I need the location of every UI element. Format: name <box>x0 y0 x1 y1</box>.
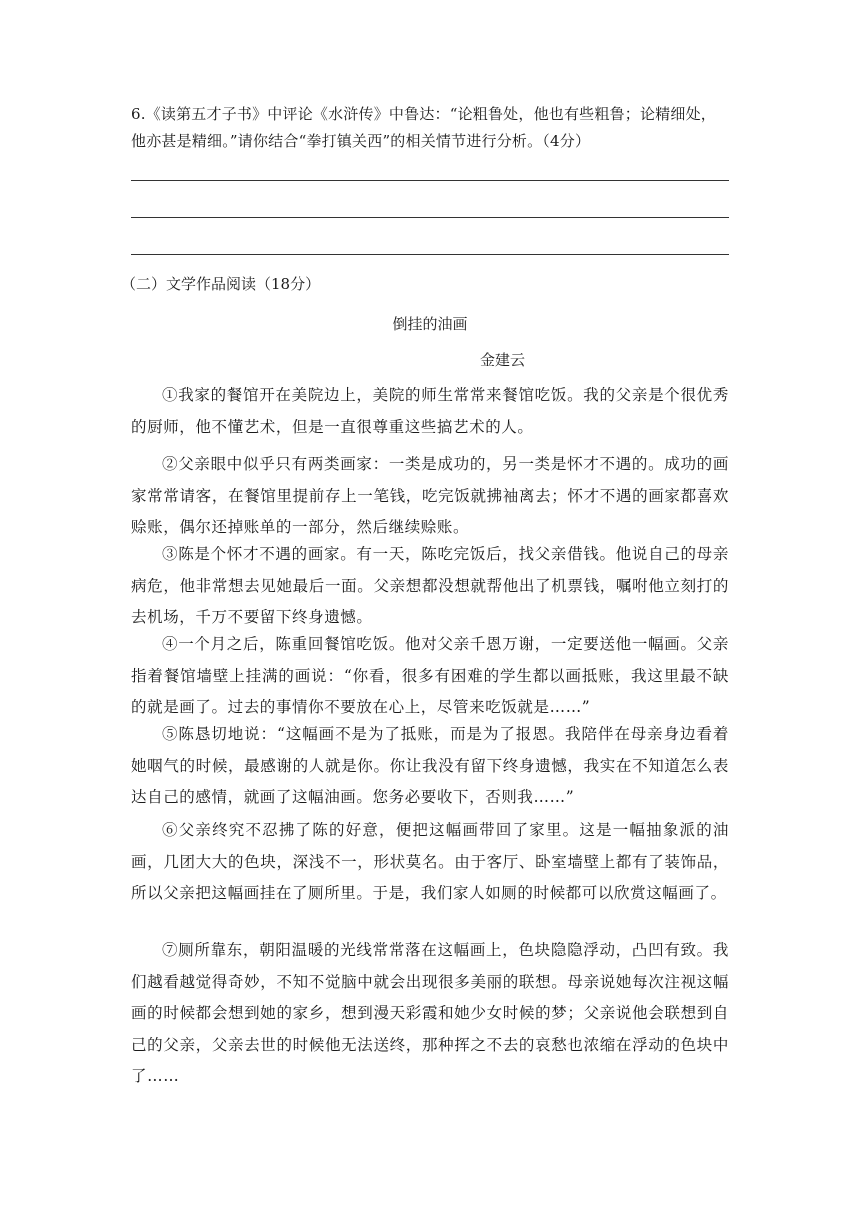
answer-line <box>131 217 729 218</box>
article-author: 金建云 <box>480 351 526 369</box>
article-title: 倒挂的油画 <box>392 315 468 333</box>
answer-line <box>131 180 729 181</box>
paragraph-4: ④一个月之后，陈重回餐馆吃饭。他对父亲千恩万谢，一定要送他一幅画。父亲指着餐馆墙壁上挂满的画说：“你看，很多有困难的学生都以画抵账，我这里最不缺的就是画了。过去的事情你不要放在心上，尽管来吃饭就是……” <box>131 635 729 717</box>
paragraph-2: ②父亲眼中似乎只有两类画家：一类是成功的，另一类是怀才不遇的。成功的画家常常请客，在餐馆里提前存上一笔钱，吃完饭就拂袖离去；怀才不遇的画家都喜欢赊账，偶尔还掉账单的一部分，然后继续赊账。 <box>131 455 729 537</box>
paragraph-1: ①我家的餐馆开在美院边上，美院的师生常常来餐馆吃饭。我的父亲是个很优秀的厨师，他不懂艺术，但是一直很尊重这些搞艺术的人。 <box>131 386 729 436</box>
paragraph-7: ⑦厕所靠东，朝阳温暖的光线常常落在这幅画上，色块隐隐浮动，凸凹有致。我们越看越觉得奇妙，不知不觉脑中就会出现很多美丽的联想。母亲说她每次注视这幅画的时候都会想到她的家乡，想到漫天彩霞和她少女时候的梦；父亲说他会联想到自己的父亲，父亲去世的时候他无法送终，那种挥之不去的哀愁也浓缩在浮动的色块中了…… <box>131 941 729 1086</box>
question-6: 6.《读第五才子书》中评论《水浒传》中鲁达：“论粗鲁处，他也有些粗鲁；论精细处，他亦甚是精细。”请你结合“拳打镇关西”的相关情节进行分析。（4分） <box>131 105 716 150</box>
paragraph-3: ③陈是个怀才不遇的画家。有一天，陈吃完饭后，找父亲借钱。他说自己的母亲病危，他非常想去见她最后一面。父亲想都没想就帮他出了机票钱，嘱咐他立刻打的去机场，千万不要留下终身遗憾。 <box>131 545 729 627</box>
paragraph-6: ⑥父亲终究不忍拂了陈的好意，便把这幅画带回了家里。这是一幅抽象派的油画，几团大大的色块，深浅不一，形状莫名。由于客厅、卧室墙壁上都有了装饰品，所以父亲把这幅画挂在了厕所里。于是，我们家人如厕的时候都可以欣赏这幅画了。 <box>131 821 729 903</box>
paragraph-5: ⑤陈恳切地说：“这幅画不是为了抵账，而是为了报恩。我陪伴在母亲身边看着她咽气的时候，最感谢的人就是你。你让我没有留下终身遗憾，我实在不知道怎么表达自己的感情，就画了这幅油画。您务必要收下，否则我……” <box>131 725 729 807</box>
answer-line <box>131 254 729 255</box>
section-title: （二）文学作品阅读（18分） <box>121 275 321 293</box>
